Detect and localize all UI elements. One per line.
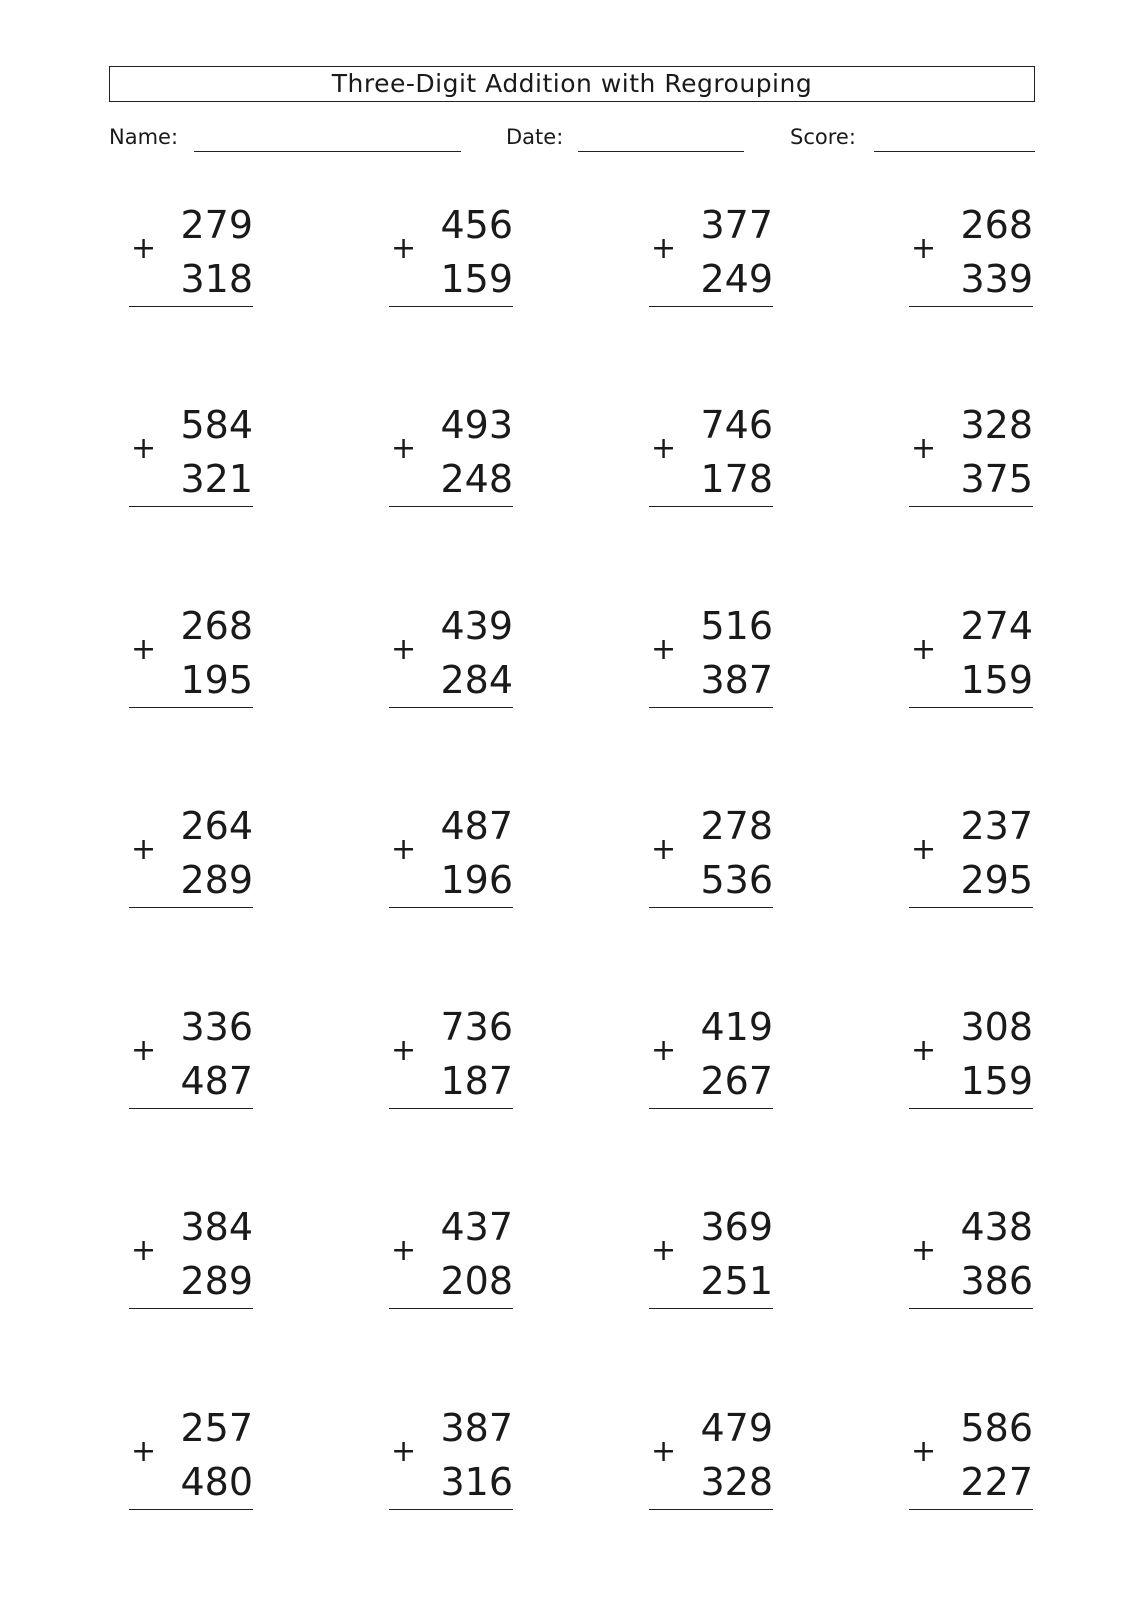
addend-bottom: 196 xyxy=(440,858,513,902)
name-answer-line[interactable] xyxy=(194,151,461,152)
plus-sign: + xyxy=(131,632,157,667)
addend-top: 584 xyxy=(180,403,253,447)
addend-bottom: 375 xyxy=(960,457,1033,501)
addition-problem xyxy=(649,602,773,712)
addend-bottom: 227 xyxy=(960,1460,1033,1504)
addition-problem xyxy=(389,1003,513,1113)
addition-problem xyxy=(909,1203,1033,1313)
addend-top: 586 xyxy=(960,1406,1033,1450)
answer-line[interactable] xyxy=(649,506,773,507)
addend-top: 437 xyxy=(440,1205,513,1249)
addition-problem xyxy=(129,401,253,511)
addend-bottom: 316 xyxy=(440,1460,513,1504)
addend-top: 278 xyxy=(700,804,773,848)
plus-sign: + xyxy=(911,231,937,266)
plus-sign: + xyxy=(391,632,417,667)
addition-problem xyxy=(389,602,513,712)
addend-top: 746 xyxy=(700,403,773,447)
addend-top: 387 xyxy=(440,1406,513,1450)
addend-top: 516 xyxy=(700,604,773,648)
answer-line[interactable] xyxy=(129,506,253,507)
answer-line[interactable] xyxy=(129,707,253,708)
addition-problem xyxy=(909,401,1033,511)
plus-sign: + xyxy=(911,632,937,667)
addition-problem xyxy=(909,802,1033,912)
answer-line[interactable] xyxy=(909,506,1033,507)
plus-sign: + xyxy=(391,832,417,867)
addition-problem xyxy=(129,1003,253,1113)
addend-top: 438 xyxy=(960,1205,1033,1249)
answer-line[interactable] xyxy=(389,1108,513,1109)
plus-sign: + xyxy=(651,1233,677,1268)
answer-line[interactable] xyxy=(649,907,773,908)
plus-sign: + xyxy=(911,1033,937,1068)
addend-bottom: 386 xyxy=(960,1259,1033,1303)
answer-line[interactable] xyxy=(909,1509,1033,1510)
plus-sign: + xyxy=(651,632,677,667)
addend-top: 274 xyxy=(960,604,1033,648)
addend-top: 328 xyxy=(960,403,1033,447)
addend-bottom: 387 xyxy=(700,658,773,702)
answer-line[interactable] xyxy=(129,1308,253,1309)
addition-problem xyxy=(389,1404,513,1514)
addition-problem xyxy=(649,401,773,511)
answer-line[interactable] xyxy=(129,1108,253,1109)
addend-top: 479 xyxy=(700,1406,773,1450)
plus-sign: + xyxy=(131,431,157,466)
addend-bottom: 536 xyxy=(700,858,773,902)
addend-bottom: 289 xyxy=(180,858,253,902)
answer-line[interactable] xyxy=(389,907,513,908)
addition-problem xyxy=(389,1203,513,1313)
plus-sign: + xyxy=(911,1233,937,1268)
plus-sign: + xyxy=(391,1233,417,1268)
addition-problem xyxy=(909,1404,1033,1514)
score-label: Score: xyxy=(790,125,856,149)
addition-problem xyxy=(389,401,513,511)
addend-bottom: 159 xyxy=(960,1059,1033,1103)
addend-top: 736 xyxy=(440,1005,513,1049)
addend-top: 487 xyxy=(440,804,513,848)
plus-sign: + xyxy=(651,1434,677,1469)
addend-top: 336 xyxy=(180,1005,253,1049)
answer-line[interactable] xyxy=(129,306,253,307)
addition-problem xyxy=(909,1003,1033,1113)
addition-problem xyxy=(129,1203,253,1313)
plus-sign: + xyxy=(131,1233,157,1268)
answer-line[interactable] xyxy=(909,907,1033,908)
addition-problem xyxy=(129,802,253,912)
addend-bottom: 187 xyxy=(440,1059,513,1103)
answer-line[interactable] xyxy=(129,907,253,908)
addend-top: 268 xyxy=(180,604,253,648)
plus-sign: + xyxy=(651,231,677,266)
answer-line[interactable] xyxy=(649,707,773,708)
addend-bottom: 178 xyxy=(700,457,773,501)
addition-problem xyxy=(129,1404,253,1514)
score-answer-line[interactable] xyxy=(874,151,1035,152)
addition-problem xyxy=(389,201,513,311)
answer-line[interactable] xyxy=(389,306,513,307)
answer-line[interactable] xyxy=(389,1509,513,1510)
addend-bottom: 284 xyxy=(440,658,513,702)
answer-line[interactable] xyxy=(909,707,1033,708)
addend-bottom: 267 xyxy=(700,1059,773,1103)
addend-top: 268 xyxy=(960,203,1033,247)
answer-line[interactable] xyxy=(389,506,513,507)
addend-top: 257 xyxy=(180,1406,253,1450)
addend-bottom: 249 xyxy=(700,257,773,301)
addend-top: 308 xyxy=(960,1005,1033,1049)
addend-top: 369 xyxy=(700,1205,773,1249)
addend-bottom: 480 xyxy=(180,1460,253,1504)
plus-sign: + xyxy=(911,431,937,466)
plus-sign: + xyxy=(131,231,157,266)
answer-line[interactable] xyxy=(649,1509,773,1510)
addend-bottom: 159 xyxy=(960,658,1033,702)
name-field[interactable] xyxy=(109,120,461,154)
score-field[interactable] xyxy=(790,120,1035,154)
addend-bottom: 318 xyxy=(180,257,253,301)
addition-problem xyxy=(129,201,253,311)
answer-line[interactable] xyxy=(129,1509,253,1510)
addition-problem xyxy=(649,1404,773,1514)
addend-top: 419 xyxy=(700,1005,773,1049)
answer-line[interactable] xyxy=(649,1108,773,1109)
worksheet-title: Three-Digit Addition with Regrouping xyxy=(109,66,1035,102)
addend-top: 377 xyxy=(700,203,773,247)
answer-line[interactable] xyxy=(649,306,773,307)
plus-sign: + xyxy=(651,431,677,466)
addend-top: 456 xyxy=(440,203,513,247)
addition-problem xyxy=(909,201,1033,311)
addition-problem xyxy=(649,1203,773,1313)
plus-sign: + xyxy=(391,431,417,466)
date-answer-line[interactable] xyxy=(578,151,744,152)
addend-bottom: 289 xyxy=(180,1259,253,1303)
plus-sign: + xyxy=(131,832,157,867)
addend-top: 384 xyxy=(180,1205,253,1249)
answer-line[interactable] xyxy=(909,1108,1033,1109)
addend-top: 237 xyxy=(960,804,1033,848)
plus-sign: + xyxy=(131,1033,157,1068)
addend-top: 264 xyxy=(180,804,253,848)
addend-bottom: 328 xyxy=(700,1460,773,1504)
plus-sign: + xyxy=(391,1434,417,1469)
addend-bottom: 295 xyxy=(960,858,1033,902)
addend-bottom: 195 xyxy=(180,658,253,702)
addition-problem xyxy=(649,1003,773,1113)
addend-bottom: 208 xyxy=(440,1259,513,1303)
answer-line[interactable] xyxy=(909,1308,1033,1309)
date-field[interactable] xyxy=(506,120,744,154)
addition-problem xyxy=(909,602,1033,712)
addend-bottom: 248 xyxy=(440,457,513,501)
plus-sign: + xyxy=(651,1033,677,1068)
plus-sign: + xyxy=(911,1434,937,1469)
plus-sign: + xyxy=(391,231,417,266)
addition-problem xyxy=(649,201,773,311)
addition-problem xyxy=(129,602,253,712)
addend-top: 439 xyxy=(440,604,513,648)
plus-sign: + xyxy=(911,832,937,867)
answer-line[interactable] xyxy=(389,1308,513,1309)
addition-problem xyxy=(389,802,513,912)
plus-sign: + xyxy=(391,1033,417,1068)
name-label: Name: xyxy=(109,125,179,149)
addend-bottom: 321 xyxy=(180,457,253,501)
plus-sign: + xyxy=(651,832,677,867)
date-label: Date: xyxy=(506,125,564,149)
answer-line[interactable] xyxy=(649,1308,773,1309)
addend-bottom: 251 xyxy=(700,1259,773,1303)
plus-sign: + xyxy=(131,1434,157,1469)
addend-top: 279 xyxy=(180,203,253,247)
addend-top: 493 xyxy=(440,403,513,447)
addend-bottom: 159 xyxy=(440,257,513,301)
addition-problem xyxy=(649,802,773,912)
addend-bottom: 487 xyxy=(180,1059,253,1103)
answer-line[interactable] xyxy=(909,306,1033,307)
answer-line[interactable] xyxy=(389,707,513,708)
addend-bottom: 339 xyxy=(960,257,1033,301)
